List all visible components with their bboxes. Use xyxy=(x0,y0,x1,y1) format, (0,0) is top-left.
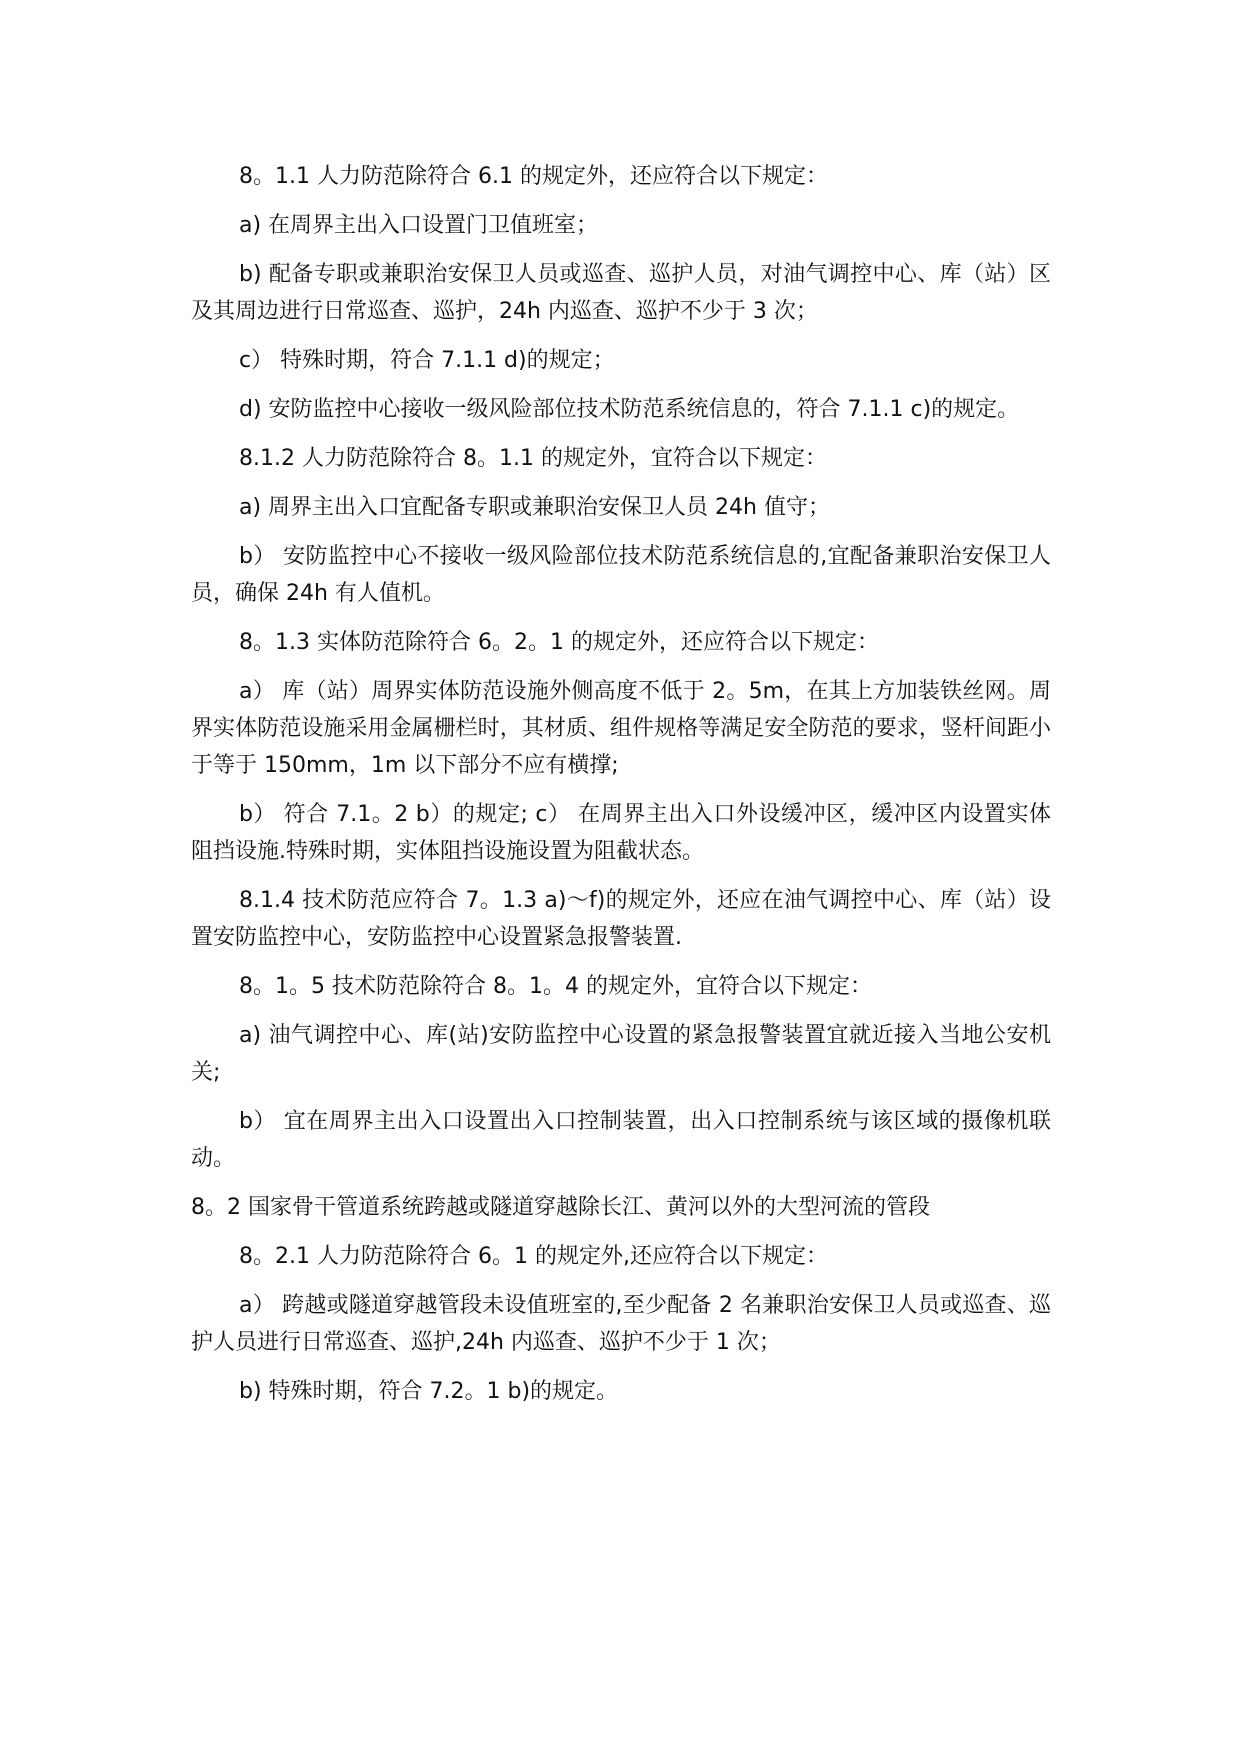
document-body xyxy=(191,158,1051,1422)
list-item: a） 跨越或隧道穿越管段未设值班室的,至少配备 2 名兼职治安保卫人员或巡查、巡护人员进行日常巡查、巡护,24h 内巡查、巡护不少于 1 次； xyxy=(191,1293,1051,1355)
clause-8-1-2-heading: 8.1.2 人力防范除符合 8。1.1 的规定外，宜符合以下规定： xyxy=(239,446,827,471)
clause-8-1-3-heading: 8。1.3 实体防范除符合 6。2。1 的规定外，还应符合以下规定： xyxy=(239,630,879,655)
list-item: b） 符合 7.1。2 b）的规定; c） 在周界主出入口外设缓冲区，缓冲区内设置实体阻挡设施.特殊时期，实体阻挡设施设置为阻截状态。 xyxy=(191,802,1051,864)
list-item: a) 油气调控中心、库(站)安防监控中心设置的紧急报警装置宜就近接入当地公安机关; xyxy=(191,1023,1051,1085)
clause-8-2-1-heading: 8。2.1 人力防范除符合 6。1 的规定外,还应符合以下规定： xyxy=(239,1244,828,1269)
list-item: b） 宜在周界主出入口设置出入口控制装置，出入口控制系统与该区域的摄像机联动。 xyxy=(191,1109,1051,1171)
list-item: b) 配备专职或兼职治安保卫人员或巡查、巡护人员，对油气调控中心、库（站）区及其周边进行日常巡查、巡护，24h 内巡查、巡护不少于 3 次； xyxy=(191,262,1051,324)
list-item: c） 特殊时期，符合 7.1.1 d)的规定； xyxy=(239,348,615,373)
list-item: b) 特殊时期，符合 7.2。1 b)的规定。 xyxy=(239,1379,619,1404)
clause-8-1-1-heading: 8。1.1 人力防范除符合 6.1 的规定外，还应符合以下规定： xyxy=(239,164,828,189)
list-item: a) 周界主出入口宜配备专职或兼职治安保卫人员 24h 值守； xyxy=(239,495,830,520)
section-8-2-heading: 8。2 国家骨干管道系统跨越或隧道穿越除长江、黄河以外的大型河流的管段 xyxy=(191,1195,930,1220)
list-item: b） 安防监控中心不接收一级风险部位技术防范系统信息的,宜配备兼职治安保卫人员，确保 24h 有人值机。 xyxy=(191,544,1051,606)
list-item: d) 安防监控中心接收一级风险部位技术防范系统信息的，符合 7.1.1 c)的规定。 xyxy=(239,397,1020,422)
list-item: a） 库（站）周界实体防范设施外侧高度不低于 2。5m，在其上方加装铁丝网。周界实体防范设施采用金属栅栏时，其材质、组件规格等满足安全防范的要求，竖杆间距小于等于 150mm，1m 以下部分不应有横撑; xyxy=(191,679,1051,778)
list-item: a) 在周界主出入口设置门卫值班室； xyxy=(239,213,599,238)
clause-8-1-4-paragraph: 8.1.4 技术防范应符合 7。1.3 a)～f)的规定外，还应在油气调控中心、库（站）设置安防监控中心，安防监控中心设置紧急报警装置. xyxy=(191,888,1051,950)
clause-8-1-5-heading: 8。1。5 技术防范除符合 8。1。4 的规定外，宜符合以下规定： xyxy=(239,974,872,999)
